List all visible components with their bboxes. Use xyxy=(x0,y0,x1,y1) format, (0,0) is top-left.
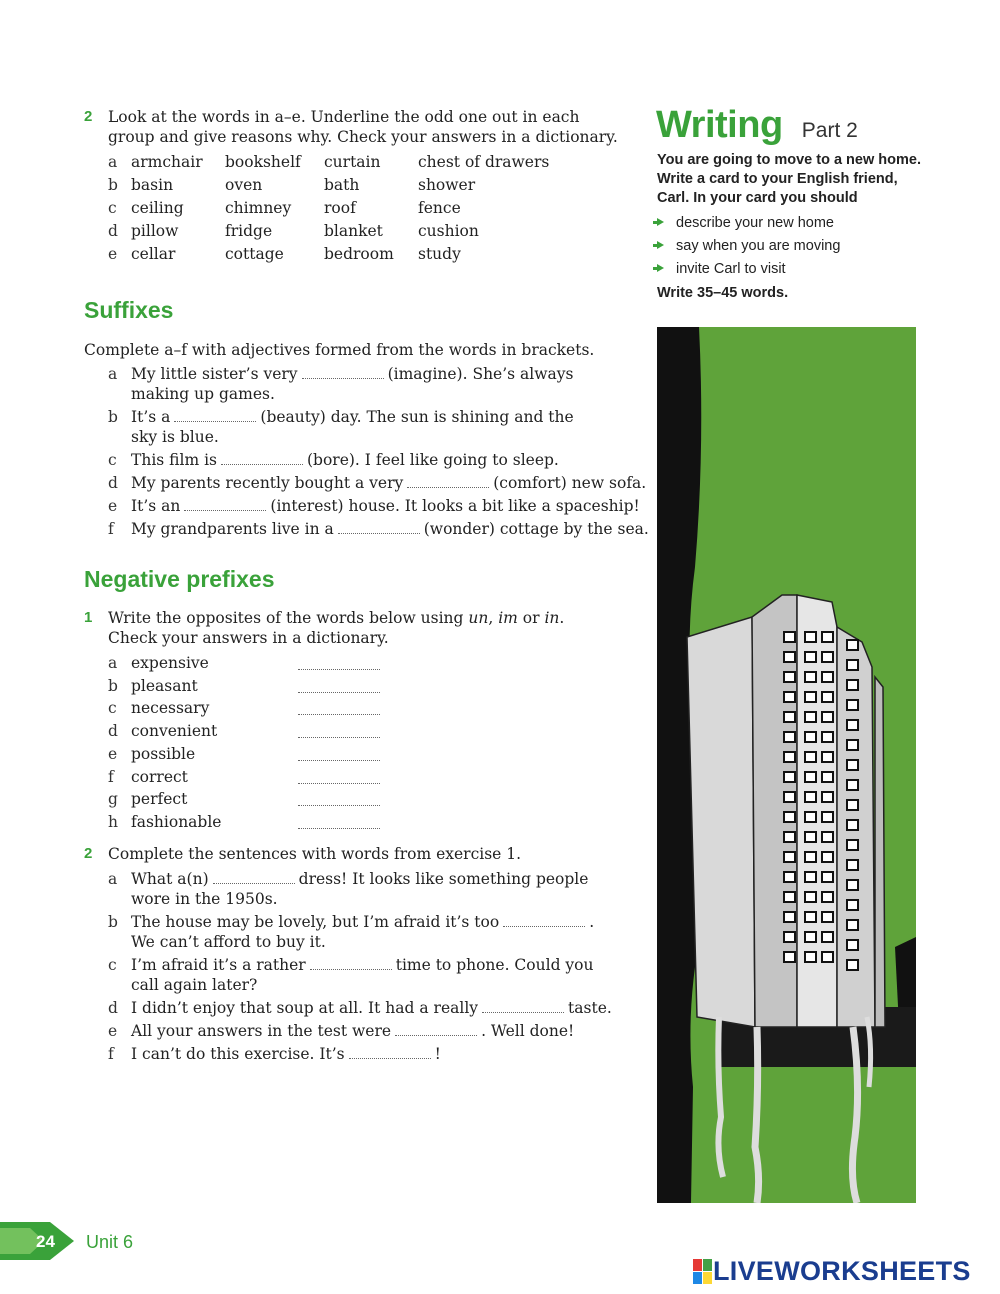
window xyxy=(822,692,833,702)
instruction-text: Write the opposites of the words below using xyxy=(108,609,469,627)
window xyxy=(784,712,795,722)
word-option[interactable]: bookshelf xyxy=(225,153,301,171)
window xyxy=(805,692,816,702)
window xyxy=(805,852,816,862)
sentence-text: wore in the 1950s. xyxy=(131,890,278,908)
base-word: perfect xyxy=(131,790,188,809)
sentence-text: (imagine). She’s always xyxy=(387,365,574,383)
word-option[interactable]: bath xyxy=(324,176,360,194)
window xyxy=(784,752,795,762)
word-option[interactable]: study xyxy=(418,245,461,263)
item-letter: f xyxy=(108,1045,114,1063)
window xyxy=(784,892,795,902)
base-word: possible xyxy=(131,744,196,763)
window xyxy=(847,760,858,770)
item-letter: c xyxy=(108,699,117,718)
sentence-text: My little sister’s very xyxy=(131,365,298,383)
instruction-text: , xyxy=(488,609,499,627)
bullet-text: say when you are moving xyxy=(676,238,841,254)
item-letter: g xyxy=(108,790,118,809)
sentence-text: . Well done! xyxy=(481,1022,575,1040)
instruction-line: Check your answers in a dictionary. xyxy=(108,629,389,647)
bullet-item xyxy=(657,212,840,235)
window xyxy=(805,772,816,782)
window xyxy=(784,652,795,662)
writing-title-block xyxy=(656,104,858,147)
window xyxy=(847,800,858,810)
word-count-instruction: Write 35–45 words. xyxy=(657,285,789,301)
window xyxy=(847,720,858,730)
instruction-text: or xyxy=(517,609,545,627)
section-heading: Negative prefixes xyxy=(84,566,275,592)
sentence-body xyxy=(131,1021,574,1041)
word-option[interactable]: cottage xyxy=(225,245,284,263)
answer-blank[interactable] xyxy=(338,521,420,534)
watermark-text: LIVEWORKSHEETS xyxy=(713,1256,971,1286)
window xyxy=(822,652,833,662)
item-letter: d xyxy=(108,222,118,240)
window xyxy=(822,912,833,922)
opposites-list xyxy=(108,653,408,838)
item-letter: e xyxy=(108,1022,118,1040)
word-option[interactable]: roof xyxy=(324,199,356,217)
window xyxy=(822,712,833,722)
window xyxy=(784,792,795,802)
window xyxy=(822,632,833,642)
arrow-icon xyxy=(657,218,664,226)
window xyxy=(784,932,795,942)
exercise-number: 2 xyxy=(84,108,93,125)
window xyxy=(805,672,816,682)
word-option[interactable]: shower xyxy=(418,176,476,194)
window xyxy=(805,912,816,922)
window xyxy=(847,740,858,750)
answer-blank[interactable] xyxy=(298,657,380,670)
page-number-badge xyxy=(0,1218,80,1264)
window xyxy=(784,692,795,702)
sentence-text: My grandparents live in a xyxy=(131,520,334,538)
answer-blank[interactable] xyxy=(310,957,392,970)
exercise-number: 1 xyxy=(84,609,93,626)
window xyxy=(822,892,833,902)
bullet-item xyxy=(657,258,840,281)
answer-blank[interactable] xyxy=(349,1046,431,1059)
window xyxy=(784,772,795,782)
base-word: pleasant xyxy=(131,676,198,695)
window xyxy=(805,872,816,882)
answer-blank[interactable] xyxy=(298,771,380,784)
item-letter: e xyxy=(108,245,118,263)
item-letter: e xyxy=(108,744,118,763)
unit-label: Unit 6 xyxy=(86,1232,134,1252)
instruction-line: Look at the words in a–e. Underline the odd one out in each xyxy=(108,108,580,126)
item-letter: f xyxy=(108,767,114,786)
window xyxy=(822,792,833,802)
item-letter: b xyxy=(108,408,118,426)
window xyxy=(805,952,816,962)
prefix-in: in xyxy=(544,609,560,627)
sentence-body xyxy=(131,496,640,516)
answer-blank[interactable] xyxy=(184,498,266,511)
sentence-text: call again later? xyxy=(131,976,258,994)
sentence-text: It’s a xyxy=(131,408,171,426)
answer-blank[interactable] xyxy=(503,914,585,927)
answer-blank[interactable] xyxy=(174,409,256,422)
window xyxy=(822,852,833,862)
answer-blank[interactable] xyxy=(302,366,384,379)
sentence-text: All your answers in the test were xyxy=(131,1022,392,1040)
exercise-instruction xyxy=(108,107,628,147)
answer-blank[interactable] xyxy=(298,748,380,761)
item-letter: a xyxy=(108,654,118,672)
sentence-text: The house may be lovely, but I’m afraid it’s too xyxy=(131,913,500,931)
exercise-instruction: Complete a–f with adjectives formed from the words in brackets. xyxy=(84,341,595,359)
window xyxy=(784,852,795,862)
liveworksheets-logo xyxy=(693,1256,971,1287)
exercise-number: 2 xyxy=(84,845,93,862)
window xyxy=(822,772,833,782)
sentence-text: making up games. xyxy=(131,385,275,403)
window xyxy=(822,932,833,942)
window xyxy=(847,680,858,690)
word-option[interactable]: chest of drawers xyxy=(418,153,550,171)
sentence-text: taste. xyxy=(568,999,612,1017)
instruction-text: . xyxy=(559,609,565,627)
window xyxy=(847,660,858,670)
window xyxy=(822,672,833,682)
item-letter: h xyxy=(108,812,118,831)
word-option[interactable]: basin xyxy=(131,176,174,194)
item-letter: b xyxy=(108,676,118,695)
word-option[interactable]: pillow xyxy=(131,222,179,240)
window xyxy=(805,632,816,642)
window xyxy=(847,640,858,650)
window xyxy=(784,672,795,682)
base-word: necessary xyxy=(131,699,210,718)
window xyxy=(784,632,795,642)
base-word: expensive xyxy=(131,654,209,672)
sentence-body xyxy=(131,519,649,539)
window xyxy=(805,712,816,722)
word-option[interactable]: fridge xyxy=(225,222,273,240)
sentence-text: My parents recently bought a very xyxy=(131,474,404,492)
sentence-body xyxy=(131,407,574,447)
window xyxy=(822,812,833,822)
logo-icon xyxy=(693,1259,713,1285)
window xyxy=(847,960,858,970)
sentence-text: It’s an xyxy=(131,497,181,515)
sentence-body xyxy=(131,473,646,493)
window xyxy=(847,700,858,710)
window xyxy=(847,880,858,890)
arrow-icon xyxy=(657,264,664,272)
base-word: correct xyxy=(131,767,188,786)
sentence-text: This film is xyxy=(131,451,217,469)
answer-blank[interactable] xyxy=(298,725,380,738)
window xyxy=(847,840,858,850)
window xyxy=(822,832,833,842)
base-word: convenient xyxy=(131,722,218,741)
answer-blank[interactable] xyxy=(482,1000,564,1013)
window xyxy=(805,832,816,842)
writing-title: Writing xyxy=(656,104,783,146)
exercise-instruction: Complete the sentences with words from exercise 1. xyxy=(108,845,522,863)
item-letter: e xyxy=(108,497,118,515)
window xyxy=(805,892,816,902)
answer-blank[interactable] xyxy=(298,680,380,693)
bullet-text: invite Carl to visit xyxy=(676,261,786,277)
window xyxy=(847,920,858,930)
sentence-body xyxy=(131,912,594,952)
word-option[interactable]: cellar xyxy=(131,245,176,263)
writing-intro: You are going to move to a new home. Write a card to your English friend, Carl. In your card you should xyxy=(657,152,921,206)
window xyxy=(784,872,795,882)
answer-blank[interactable] xyxy=(407,475,489,488)
sentence-body xyxy=(131,955,594,995)
sentence-text: ! xyxy=(434,1045,441,1063)
window xyxy=(805,932,816,942)
word-option[interactable]: chimney xyxy=(225,199,292,217)
word-option[interactable]: armchair xyxy=(131,153,203,171)
window xyxy=(805,732,816,742)
sentence-text: dress! It looks like something people xyxy=(298,870,589,888)
window xyxy=(805,792,816,802)
window xyxy=(784,952,795,962)
window xyxy=(847,900,858,910)
item-letter: d xyxy=(108,999,118,1017)
answer-blank[interactable] xyxy=(221,452,303,465)
suffix-items xyxy=(108,364,649,544)
sentence-text: (bore). I feel like going to sleep. xyxy=(307,451,559,469)
sentence-body xyxy=(131,869,588,909)
page-number: 24 xyxy=(36,1232,55,1251)
bullet-text: describe your new home xyxy=(676,215,834,231)
sentence-text: (interest) house. It looks a bit like a spaceship! xyxy=(270,497,640,515)
sentence-text: . xyxy=(589,913,595,931)
tower-block-illustration xyxy=(657,327,916,1203)
sentence-body xyxy=(131,364,573,404)
arrow-icon xyxy=(657,241,664,249)
window xyxy=(784,812,795,822)
sentence-body xyxy=(131,450,559,470)
item-letter: c xyxy=(108,956,117,974)
window xyxy=(784,732,795,742)
sentence-text: I’m afraid it’s a rather xyxy=(131,956,306,974)
sentence-text: (comfort) new sofa. xyxy=(493,474,647,492)
item-letter: f xyxy=(108,520,114,538)
prefix-un: un xyxy=(468,609,489,627)
answer-blank[interactable] xyxy=(395,1023,477,1036)
word-option[interactable]: bedroom xyxy=(324,245,394,263)
window xyxy=(847,820,858,830)
prefix-im: im xyxy=(498,609,518,627)
item-letter: d xyxy=(108,722,118,741)
sentence-text: (wonder) cottage by the sea. xyxy=(423,520,649,538)
window xyxy=(805,752,816,762)
instruction-line: group and give reasons why. Check your answers in a dictionary. xyxy=(108,128,618,146)
item-letter: b xyxy=(108,176,118,194)
word-option[interactable]: blanket xyxy=(324,222,383,240)
sentence-text: time to phone. Could you xyxy=(395,956,594,974)
item-letter: a xyxy=(108,153,118,171)
answer-blank[interactable] xyxy=(298,702,380,715)
word-option[interactable]: curtain xyxy=(324,153,381,171)
item-letter: a xyxy=(108,365,118,383)
base-word: fashionable xyxy=(131,812,222,831)
sentence-text: What a(n) xyxy=(131,870,209,888)
window xyxy=(784,912,795,922)
writing-part: Part 2 xyxy=(801,119,858,142)
window xyxy=(822,752,833,762)
sentence-body xyxy=(131,1044,441,1064)
sentence-text: (beauty) day. The sun is shining and the xyxy=(260,408,574,426)
word-option[interactable]: oven xyxy=(225,176,263,194)
window xyxy=(784,832,795,842)
window xyxy=(805,652,816,662)
window xyxy=(847,780,858,790)
item-letter: c xyxy=(108,451,117,469)
word-option[interactable]: cushion xyxy=(418,222,479,240)
odd-one-out-table xyxy=(108,152,628,272)
exercise-instruction xyxy=(108,608,628,648)
sentence-text: I didn’t enjoy that soup at all. It had a really xyxy=(131,999,479,1017)
answer-blank[interactable] xyxy=(213,871,295,884)
answer-blank[interactable] xyxy=(298,816,380,829)
writing-bullets xyxy=(657,212,840,281)
window xyxy=(822,872,833,882)
window xyxy=(805,812,816,822)
section-heading: Suffixes xyxy=(84,297,174,323)
bullet-item xyxy=(657,235,840,258)
window xyxy=(822,952,833,962)
item-letter: c xyxy=(108,199,117,217)
sentence-body xyxy=(131,998,612,1018)
sentence-text: sky is blue. xyxy=(131,428,219,446)
item-letter: b xyxy=(108,913,118,931)
item-letter: d xyxy=(108,474,118,492)
window xyxy=(847,940,858,950)
item-letter: a xyxy=(108,870,118,888)
word-option[interactable]: fence xyxy=(418,199,461,217)
word-option[interactable]: ceiling xyxy=(131,199,184,217)
answer-blank[interactable] xyxy=(298,793,380,806)
sentence-items xyxy=(108,869,628,1069)
window xyxy=(822,732,833,742)
window xyxy=(847,860,858,870)
sentence-text: We can’t afford to buy it. xyxy=(131,933,326,951)
tower-block-drawing xyxy=(657,327,916,1203)
sentence-text: I can’t do this exercise. It’s xyxy=(131,1045,345,1063)
